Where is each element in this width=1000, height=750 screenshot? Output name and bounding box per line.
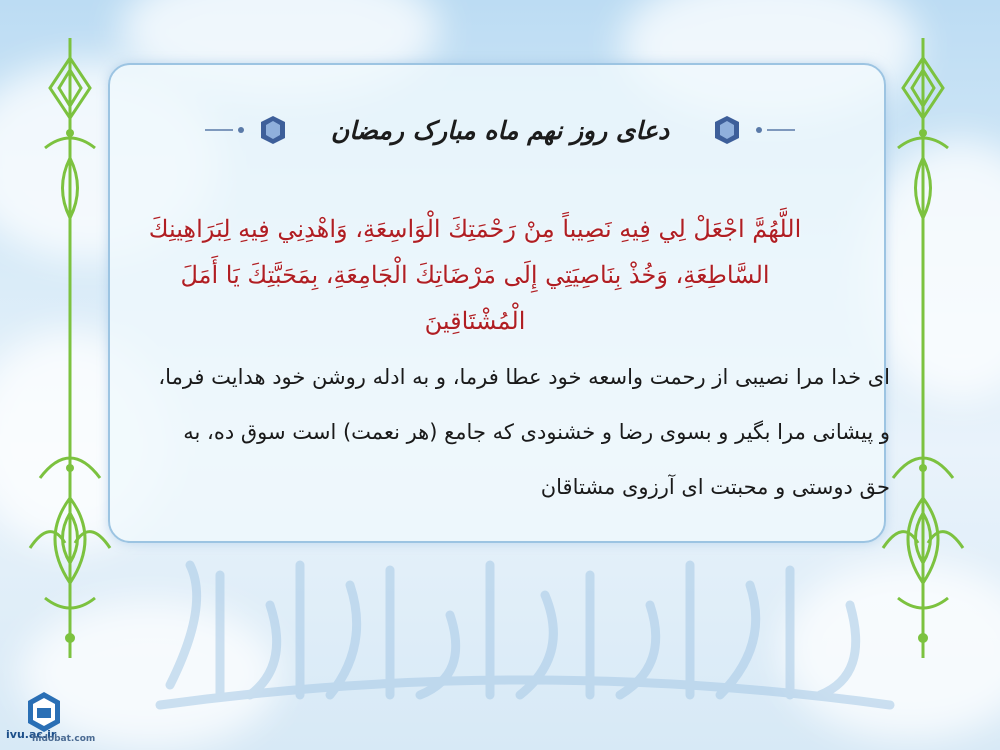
persian-translation-text: ای خدا مرا نصیبی از رحمت واسعه خود عطا فرما، و به ادله روشن خود هدایت فرما، و پیشانی مرا بگیر و بسوی رضا و خشنودی که جامع (هر نعمت) است سوق ده، به حق دوستی و محبتت ای آرزوی مشتاقان — [158, 365, 890, 499]
title-ornament-left — [203, 110, 313, 150]
calligraphy-watermark — [150, 545, 900, 715]
title-row — [0, 100, 1000, 160]
page-title: دعای روز نهم ماه مبارک رمضان — [330, 115, 670, 145]
logo-text — [6, 728, 96, 744]
title-ornament-right — [687, 110, 797, 150]
arabic-prayer-text: اللَّهُمَّ اجْعَلْ لِي فِيهِ نَصِيباً مِنْ رَحْمَتِكَ الْوَاسِعَةِ، وَاهْدِنِي فِيهِ لِبَرَاهِينِكَ السَّاطِعَةِ، وَخُذْ بِنَاصِيَتِي إِلَى مَرْضَاتِكَ الْجَامِعَةِ، بِمَحَبَّتِكَ يَا أَمَلَ الْمُشْتَاقِينَ — [148, 215, 802, 335]
logo-subdomain: hidobat.com — [32, 734, 96, 744]
logo-domain: ivu.ac.ir — [6, 728, 57, 741]
